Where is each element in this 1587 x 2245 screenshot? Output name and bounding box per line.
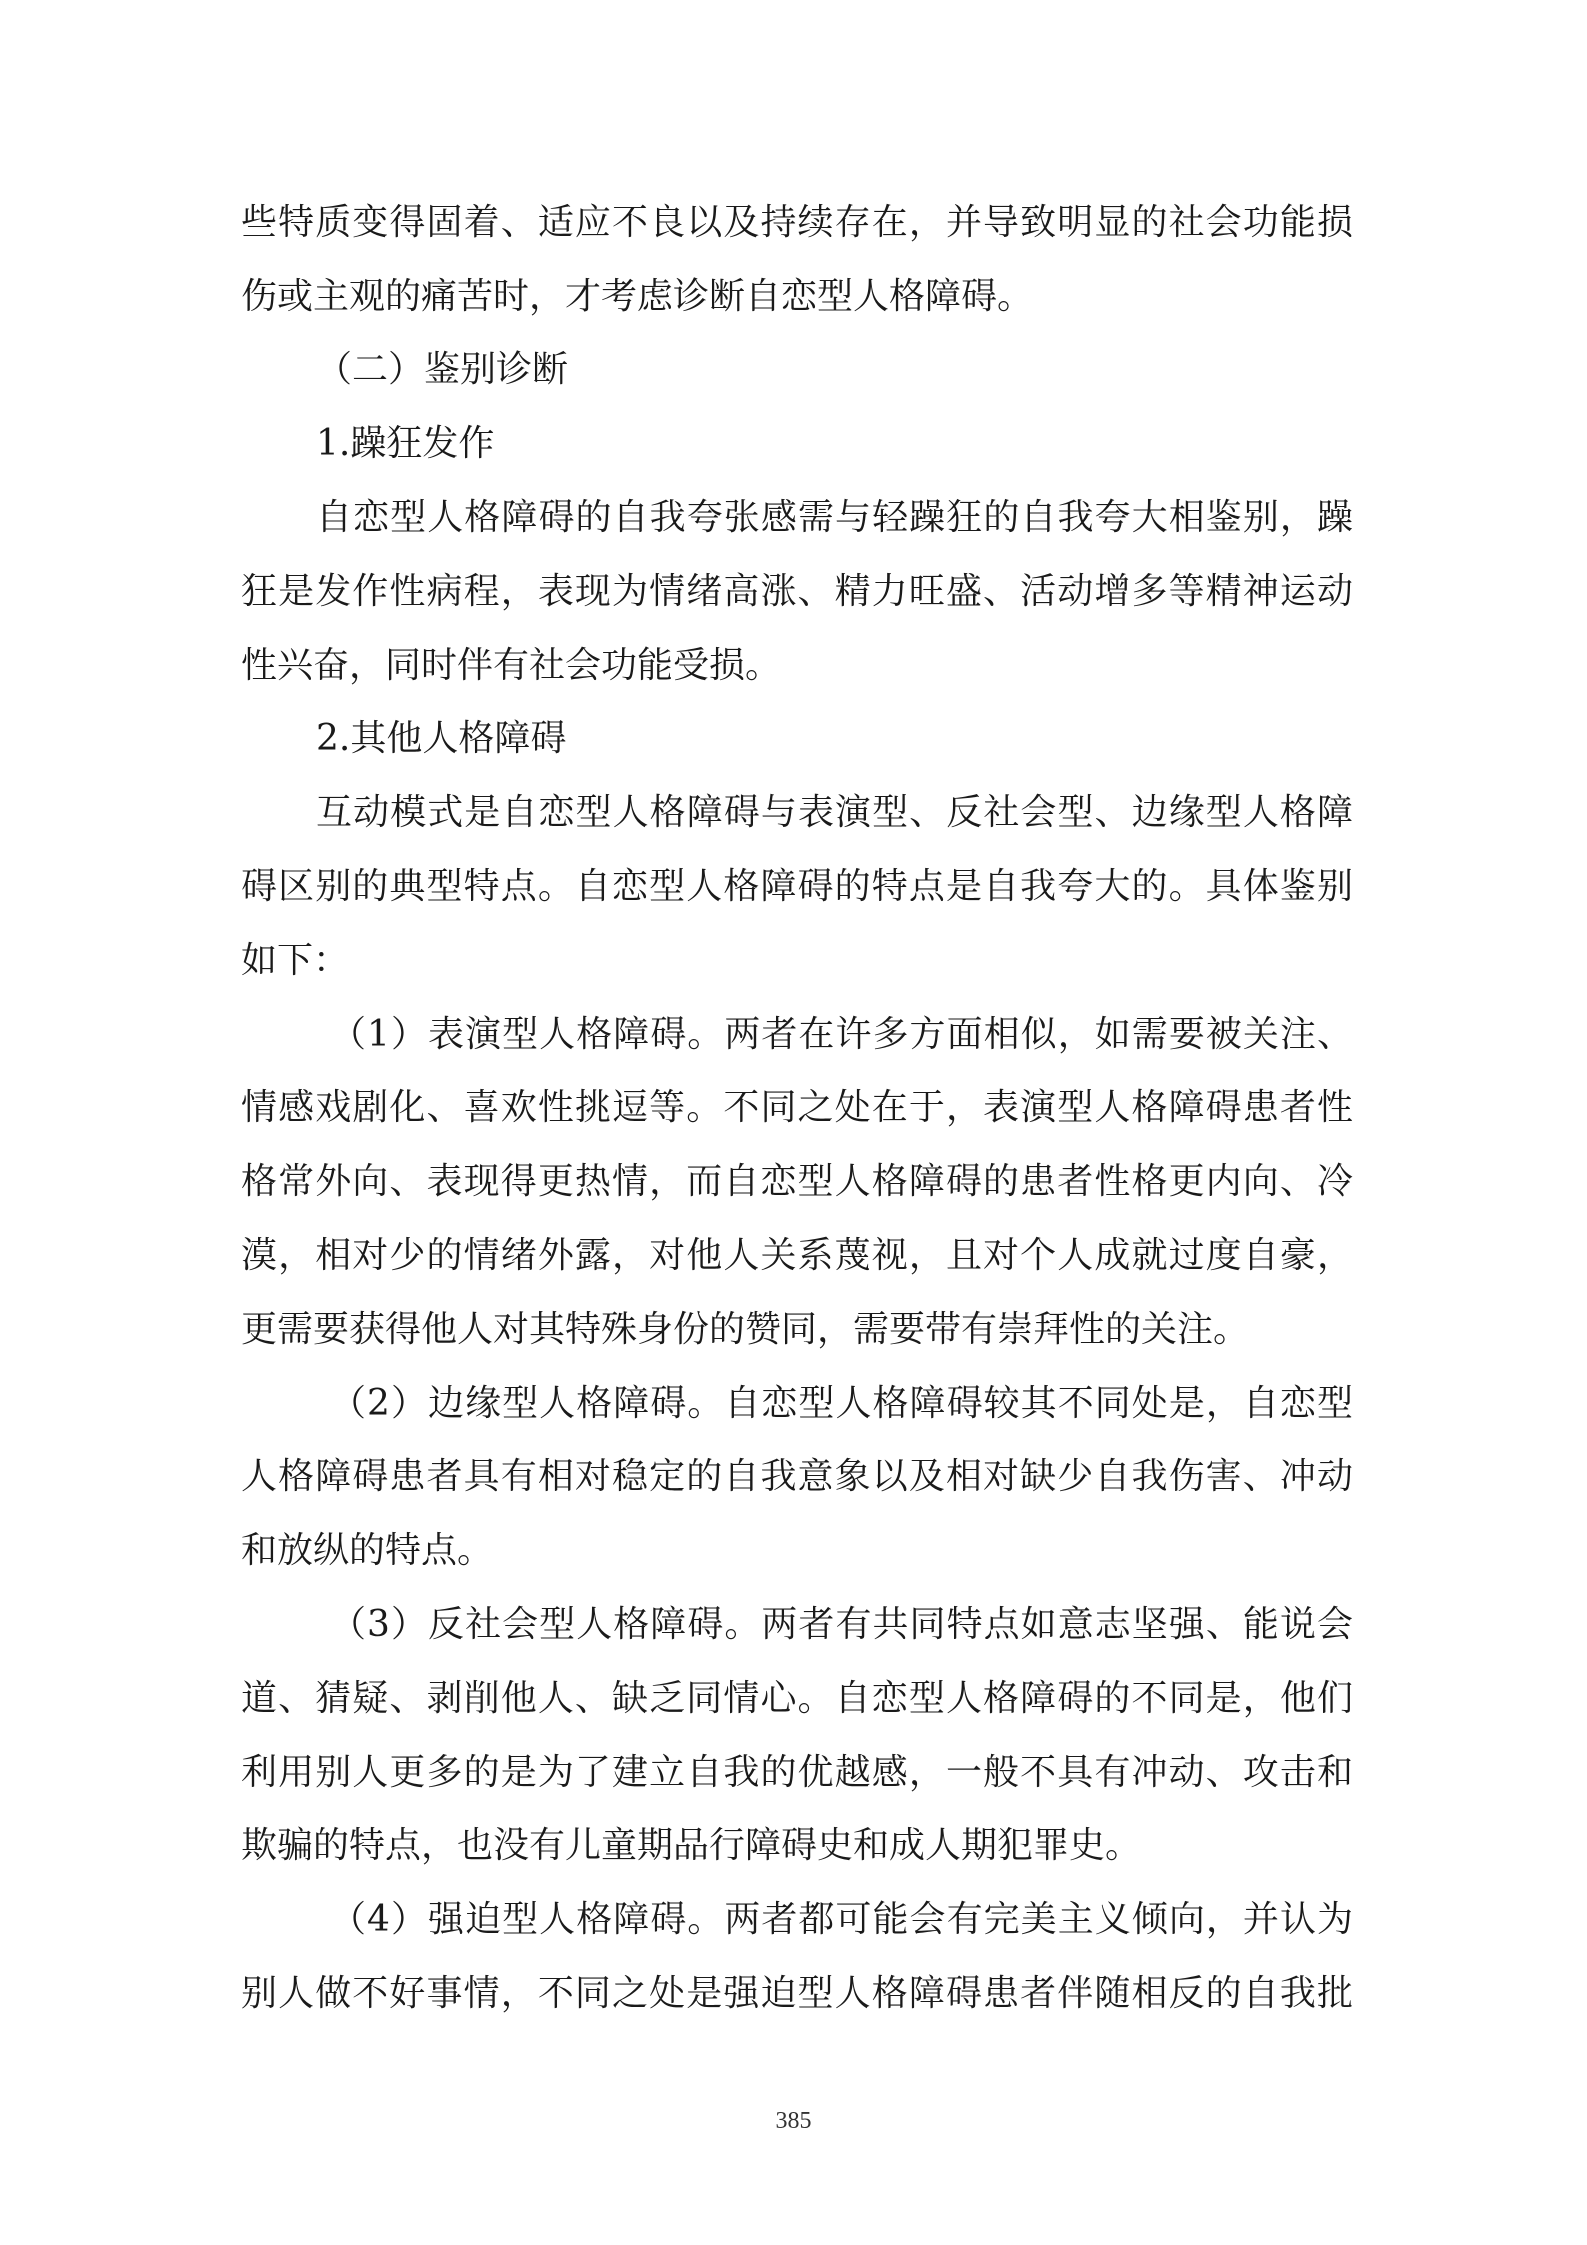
text-line: 漠，相对少的情绪外露，对他人关系蔑视，且对个人成就过度自豪， (241, 1235, 1353, 1276)
text-line: 性兴奋，同时伴有社会功能受损。 (241, 645, 782, 686)
text-line: 伤或主观的痛苦时，才考虑诊断自恋型人格障碍。 (241, 276, 1034, 317)
text-line: 道、猜疑、剥削他人、缺乏同情心。自恋型人格障碍的不同是，他们 (241, 1678, 1353, 1719)
text-line: （2）边缘型人格障碍。自恋型人格障碍较其不同处是，自恋型 (330, 1383, 1353, 1424)
text-line: 别人做不好事情，不同之处是强迫型人格障碍患者伴随相反的自我批 (241, 1973, 1353, 2014)
text-line: 更需要获得他人对其特殊身份的赞同，需要带有崇拜性的关注。 (241, 1309, 1250, 1350)
subsection-heading: 2.其他人格障碍 (316, 718, 567, 759)
subsection-heading: 1.躁狂发作 (316, 423, 495, 464)
text-line: 自恋型人格障碍的自我夸张感需与轻躁狂的自我夸大相鉴别，躁 (316, 497, 1353, 538)
text-line: 狂是发作性病程，表现为情绪高涨、精力旺盛、活动增多等精神运动 (241, 571, 1353, 612)
text-line: （4）强迫型人格障碍。两者都可能会有完美主义倾向，并认为 (330, 1899, 1353, 1940)
text-line: 互动模式是自恋型人格障碍与表演型、反社会型、边缘型人格障 (316, 792, 1353, 833)
text-line: 人格障碍患者具有相对稳定的自我意象以及相对缺少自我伤害、冲动 (241, 1456, 1353, 1497)
text-line: 利用别人更多的是为了建立自我的优越感，一般不具有冲动、攻击和 (241, 1752, 1353, 1793)
text-line: 格常外向、表现得更热情，而自恋型人格障碍的患者性格更内向、冷 (241, 1161, 1353, 1202)
text-line: 些特质变得固着、适应不良以及持续存在，并导致明显的社会功能损 (241, 202, 1353, 243)
text-line: 欺骗的特点，也没有儿童期品行障碍史和成人期犯罪史。 (241, 1825, 1142, 1866)
text-line: 如下： (241, 940, 350, 981)
text-line: 和放纵的特点。 (241, 1530, 494, 1571)
section-heading: （二）鉴别诊断 (316, 349, 569, 390)
text-line: 情感戏剧化、喜欢性挑逗等。不同之处在于，表演型人格障碍患者性 (241, 1087, 1353, 1128)
text-line: （3）反社会型人格障碍。两者有共同特点如意志坚强、能说会 (330, 1604, 1353, 1645)
page-number: 385 (775, 2108, 812, 2134)
text-line: 碍区别的典型特点。自恋型人格障碍的特点是自我夸大的。具体鉴别 (241, 866, 1353, 907)
text-line: （1）表演型人格障碍。两者在许多方面相似，如需要被关注、 (330, 1014, 1353, 1055)
